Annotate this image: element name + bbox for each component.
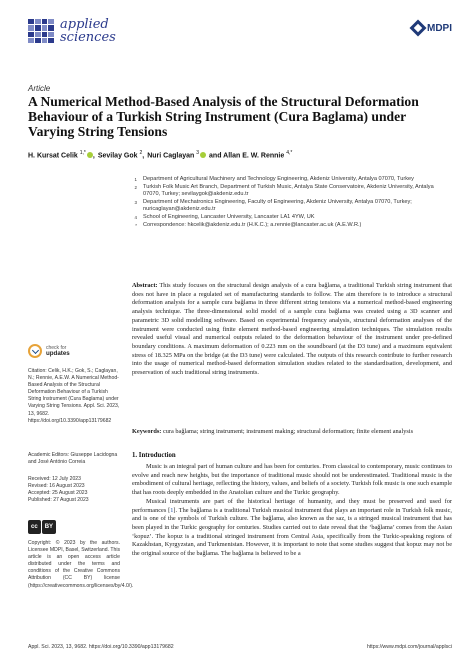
publisher-name: MDPI bbox=[427, 22, 452, 34]
affiliation: 1 Department of Agricultural Machinery and Technology Engineering, Akdeniz University, Antalya 07070, Turkey bbox=[134, 176, 414, 182]
check-for-updates[interactable] bbox=[28, 344, 70, 358]
journal-logo bbox=[28, 18, 116, 44]
introduction-body bbox=[132, 463, 452, 559]
author: Sevilay Gok $^2$, bbox=[97, 150, 145, 160]
orcid-icon[interactable] bbox=[87, 152, 93, 158]
correspondence: * Correspondence: hkcelik@akdeniz.edu.tr (H.K.C.); a.rennie@lancaster.ac.uk (A.E.W.R.) bbox=[135, 221, 362, 228]
abstract-label: Abstract: bbox=[132, 282, 158, 289]
citation-link[interactable]: 1 bbox=[170, 506, 174, 514]
affiliation: 3 Department of Mechatronics Engineering, Faculty of Engineering, Akdeniz University, Antalya 07070, Turkey; nuricaglayan@akdeniz.edu.tr bbox=[134, 198, 412, 213]
date-published: Published: 27 August 2023 bbox=[28, 497, 89, 504]
date-received: Received: 12 July 2023 bbox=[28, 476, 81, 482]
mdpi-icon bbox=[410, 20, 427, 37]
date-revised: Revised: 16 August 2023 bbox=[28, 483, 85, 490]
citation-info: Citation: Celik, H.K.; Gok, S.; Caglayan, N.; Rennie, A.E.W. A Numerical Method-Based Analysis of the Structural Deformation Behaviour of a Turkish String Instrument (Cura Baglama) under Varying String Tensions. Appl. Sci. 2023, 13, 9682. https://doi.org/10.3390/app13179682 bbox=[28, 368, 120, 424]
cc-icon: cc bbox=[28, 520, 41, 534]
author: H. Kursat Celik $^{1,*}$ , bbox=[28, 150, 95, 160]
cc-license-badge[interactable] bbox=[28, 520, 56, 534]
paragraph: Musical instruments are part of the historical heritage of humanity, and they must be preserved and used for performances [1]. The bağlama is a traditional Turkish musical instrument that plays an important role in Turkish folk music, and is one of the symbols of Turkish culture. The bağlama, also known as the saz, is a stringed musical instrument that has been played in the Turkic geography for centuries. Studies carried out to date reveal that the ‘bağlama’ comes from the Asian ‘kopuz’. The kopuz is a traditional stringed instrument from Central Asia, specifically from the Turkic-speaking regions of Kazakhstan, Kyrgyzstan, and Turkmenistan. However, it is important to note that some studies suggest that kopuz may not be the original source of the bağlama. The bağlama is believed to be a bbox=[132, 497, 452, 558]
article-type: Article bbox=[28, 84, 51, 93]
affiliations bbox=[132, 176, 452, 229]
author: Nuri Caglayan $^3$ bbox=[147, 150, 206, 159]
keywords bbox=[132, 428, 452, 437]
updates-line2: updates bbox=[46, 350, 70, 357]
check-updates-icon bbox=[28, 344, 42, 358]
academic-editors: Academic Editors: Giuseppe Lacidogna and José António Correia bbox=[28, 452, 118, 466]
keywords-text: cura bağlama; string instrument; instrument making; structural deformation; finite element analysis bbox=[162, 428, 414, 435]
keywords-label: Keywords: bbox=[132, 428, 162, 435]
publication-dates bbox=[28, 476, 120, 504]
date-accepted: Accepted: 25 August 2023 bbox=[28, 490, 88, 497]
author: and Allan E. W. Rennie $^{4,*}$ bbox=[209, 150, 293, 160]
page-footer bbox=[28, 644, 452, 650]
affiliation: 2 Turkish Folk Music Art Branch, Department of Turkish Music, Antalya State Conservatoire, Akdeniz University, Antalya 07070, Turkey; sevilaygok@akdeniz.edu.tr bbox=[134, 183, 434, 198]
journal-name-line2: sciences bbox=[60, 30, 116, 45]
publisher-logo bbox=[412, 22, 452, 34]
journal-name bbox=[60, 18, 116, 44]
affiliation: 4 School of Engineering, Lancaster University, Lancaster LA1 4YW, UK bbox=[134, 213, 315, 220]
abstract-text: This study focuses on the structural design analysis of a cura bağlama, a traditional Turkish string instrument that does not have in place a regulated set of manufacturing standards to follow. The aim therefore is to introduce a structural deformation analysis for a sample cura bağlama in three different string tensions via a numerical method-based engineering analysis technique. The three-dimensional solid model of a sample cura bağlama was created using a 3D scanner and parametric 3D solid modelling software. Based on experimental frequency analysis, structural deformation analyses of the instrument were conducted using finite element method-based engineering simulation techniques. The simulation results revealed useful visual and numerical outputs related to the deformation behaviour of the instrument under pre-defined boundary conditions. A maximum deformation of 0.223 mm on the soundboard (at the D3 tune) and a maximum equivalent stress of 18.325 MPa on the bridge (at the D3 tune) were calculated. The outputs of this research contribute to further research into the usage of numerical method-based deformation simulation studies related to the standardisation, development, and preservation of such traditional string instruments. bbox=[132, 282, 452, 377]
copyright-notice: Copyright: © 2023 by the authors. Licensee MDPI, Basel, Switzerland. This article is an open access article distributed under the terms and conditions of the Creative Commons Attribution (CC BY) license (https://creativecommons.org/licenses/by/4.0/). bbox=[28, 540, 134, 589]
footer-journal-link[interactable]: https://www.mdpi.com/journal/applsci bbox=[366, 644, 452, 650]
by-icon: BY bbox=[42, 520, 56, 534]
journal-logo-icon bbox=[28, 19, 54, 43]
abstract bbox=[132, 282, 452, 378]
section-heading: 1. Introduction bbox=[132, 452, 176, 459]
author-list bbox=[28, 150, 448, 159]
orcid-icon[interactable] bbox=[200, 152, 206, 158]
footer-citation[interactable]: Appl. Sci. 2023, 13, 9682. https://doi.org/10.3390/app13179682 bbox=[28, 644, 174, 650]
paper-title: A Numerical Method-Based Analysis of the Structural Deformation Behaviour of a Turkish String Instrument (Cura Baglama) under Varying String Tensions bbox=[28, 94, 419, 139]
paragraph: Music is an integral part of human culture and has been for centuries. From classical to contemporary, music continues to evolve and reach new heights, but the importance of traditional music should not be underestimated. Traditional music is the embodiment of cultural heritage, reflecting the history, values, and beliefs of a society. Turkish folk music is one such example that has roots deeply embedded in the Anatolian culture and the Turkic geography. bbox=[132, 463, 452, 497]
journal-name-line1: applied bbox=[60, 17, 109, 32]
updates-line1: check for bbox=[46, 345, 67, 351]
